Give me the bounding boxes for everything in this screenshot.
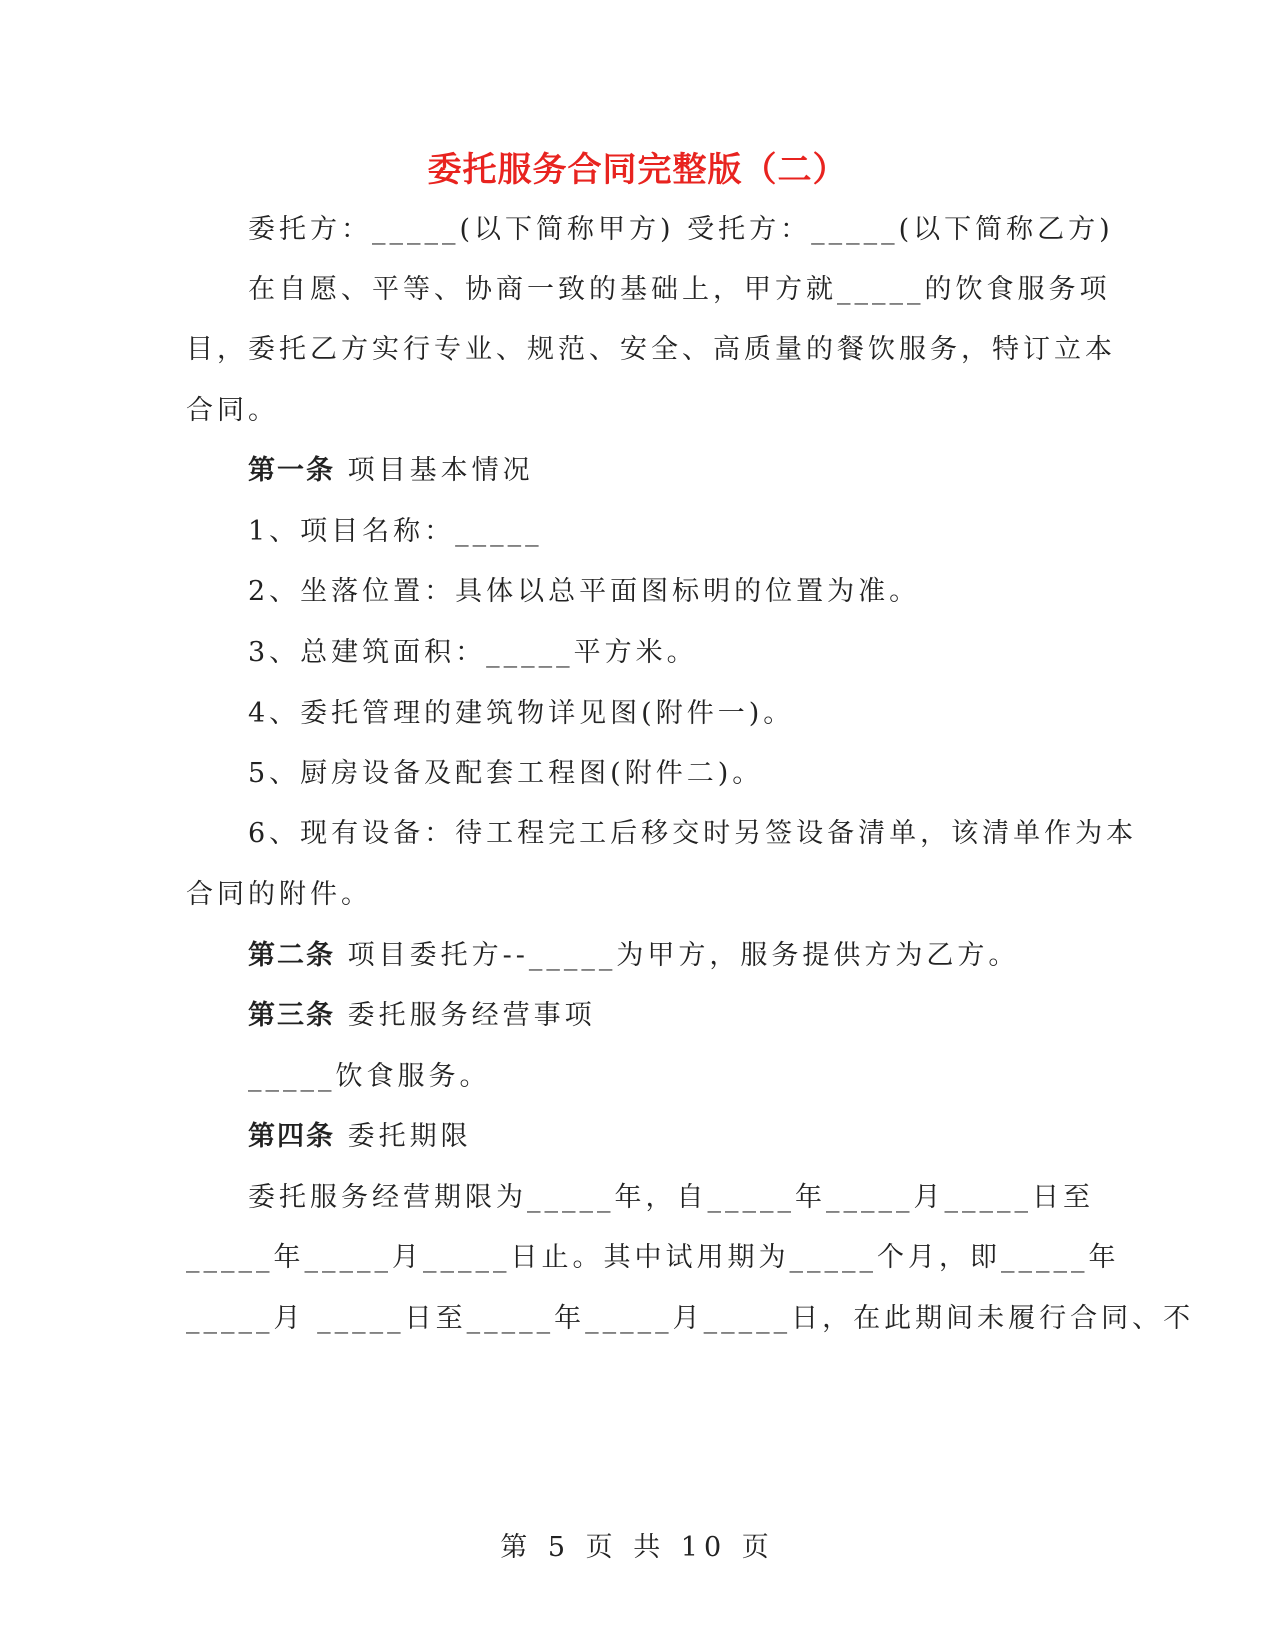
article-1-item-6: 6、现有设备：待工程完工后移交时另签设备清单，该清单作为本	[248, 818, 1138, 849]
article-1-item-1: 1、项目名称：_____	[248, 516, 543, 547]
article-2-number: 第二条	[248, 940, 335, 971]
article-1-item-6-continuation: 合同的附件。	[186, 879, 372, 910]
article-4-heading-line	[248, 1119, 472, 1155]
article-3-title: 委托服务经营事项	[347, 1000, 596, 1031]
article-2-text: 项目委托方--_____为甲方，服务提供方为乙方。	[347, 940, 1020, 971]
article-2-line	[248, 938, 1019, 974]
article-3-number: 第三条	[248, 1000, 335, 1031]
article-4-title: 委托期限	[347, 1121, 472, 1152]
article-4-line-1: 委托服务经营期限为_____年，自_____年_____月_____日至	[248, 1182, 1094, 1213]
article-1-title: 项目基本情况	[347, 455, 534, 486]
preamble-line-2: 目，委托乙方实行专业、规范、安全、高质量的餐饮服务，特订立本	[186, 334, 1116, 365]
page-number-footer: 第 5 页 共 10 页	[500, 1532, 775, 1563]
article-1-item-3: 3、总建筑面积：_____平方米。	[248, 637, 698, 668]
article-1-item-4: 4、委托管理的建筑物详见图(附件一)。	[248, 698, 795, 729]
preamble-line-1: 在自愿、平等、协商一致的基础上，甲方就_____的饮食服务项	[248, 274, 1111, 305]
article-1-item-2: 2、坐落位置：具体以总平面图标明的位置为准。	[248, 576, 921, 607]
article-4-line-3: _____月 _____日至_____年_____月_____日，在此期间未履行合同、不	[186, 1303, 1195, 1334]
article-3-body: _____饮食服务。	[248, 1061, 491, 1092]
article-1-item-5: 5、厨房设备及配套工程图(附件二)。	[248, 758, 764, 789]
document-title: 委托服务合同完整版（二）	[427, 150, 848, 190]
preamble-line-3: 合同。	[186, 395, 279, 426]
article-4-line-2: _____年_____月_____日止。其中试用期为_____个月，即_____年	[186, 1242, 1120, 1273]
article-4-number: 第四条	[248, 1121, 335, 1152]
article-1-number: 第一条	[248, 455, 335, 486]
article-3-heading-line	[248, 998, 596, 1034]
parties-line: 委托方：_____(以下简称甲方) 受托方：_____(以下简称乙方)	[248, 214, 1114, 245]
article-1-heading-line	[248, 453, 534, 489]
